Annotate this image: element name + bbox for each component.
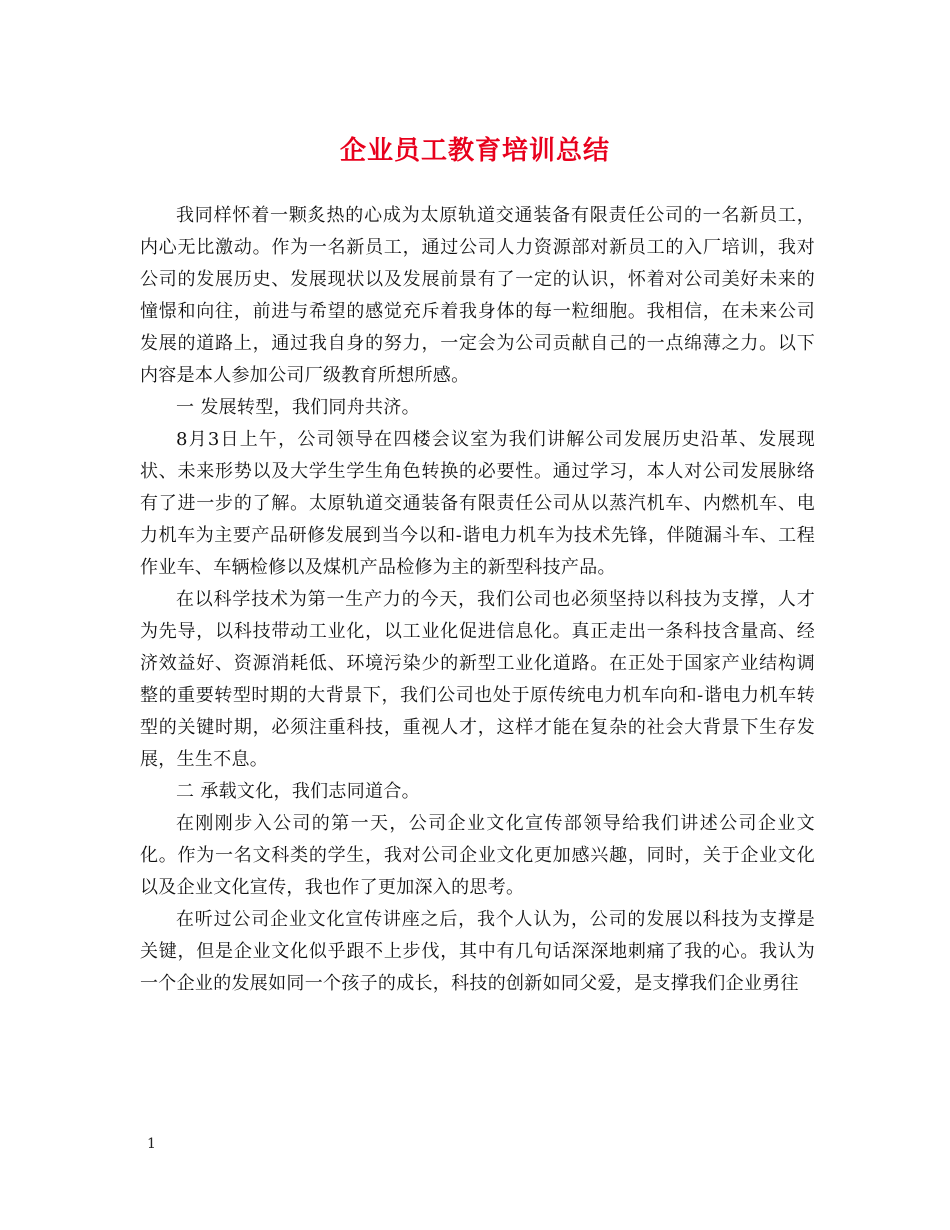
paragraph-technology: 在以科学技术为第一生产力的今天，我们公司也必须坚持以科技为支撑，人才为先导，以科技带动工业化，以工业化促进信息化。真正走出一条科技含量高、经济效益好、资源消耗低、环境污染少的新型工业化道路。在正处于国家产业结构调整的重要转型时期的大背景下，我们公司也处于原传统电力机车向和-谐电力机车转型的关键时期，必须注重科技，重视人才，这样才能在复杂的社会大背景下生存发展，生生不息。 xyxy=(140,589,815,770)
section-heading-2: 二 承载文化，我们志同道合。 xyxy=(176,781,420,802)
document-title: 企业员工教育培训总结 xyxy=(339,136,610,166)
section-heading-1: 一 发展转型，我们同舟共济。 xyxy=(176,397,420,418)
page-number: 1 xyxy=(147,1136,156,1152)
paragraph-intro: 我同样怀着一颗炙热的心成为太原轨道交通装备有限责任公司的一名新员工，内心无比激动。作为一名新员工，通过公司人力资源部对新员工的入厂培训，我对公司的发展历史、发展现状以及发展前景有了一定的认识，怀着对公司美好未来的憧憬和向往，前进与希望的感觉充斥着我身体的每一粒细胞。我相信，在未来公司发展的道路上，通过我自身的努力，一定会为公司贡献自己的一点绵薄之力。以下内容是本人参加公司厂级教育所想所感。 xyxy=(140,205,815,386)
document-body xyxy=(140,200,815,1000)
paragraph-reflection: 在听过公司企业文化宣传讲座之后，我个人认为，公司的发展以科技为支撑是关键，但是企业文化似乎跟不上步伐，其中有几句话深深地刺痛了我的心。我认为一个企业的发展如同一个孩子的成长，科技的创新如同父爱，是支撑我们企业勇往 xyxy=(140,909,815,994)
paragraph-culture: 在刚刚步入公司的第一天，公司企业文化宣传部领导给我们讲述公司企业文化。作为一名文科类的学生，我对公司企业文化更加感兴趣，同时，关于企业文化以及企业文化宣传，我也作了更加深入的思考。 xyxy=(140,813,815,898)
paragraph-history: 8月3日上午，公司领导在四楼会议室为我们讲解公司发展历史沿革、发展现状、未来形势以及大学生学生角色转换的必要性。通过学习，本人对公司发展脉络有了进一步的了解。太原轨道交通装备有限责任公司从以蒸汽机车、内燃机车、电力机车为主要产品研修发展到当今以和-谐电力机车为技术先锋，伴随漏斗车、工程作业车、车辆检修以及煤机产品检修为主的新型科技产品。 xyxy=(140,429,815,578)
